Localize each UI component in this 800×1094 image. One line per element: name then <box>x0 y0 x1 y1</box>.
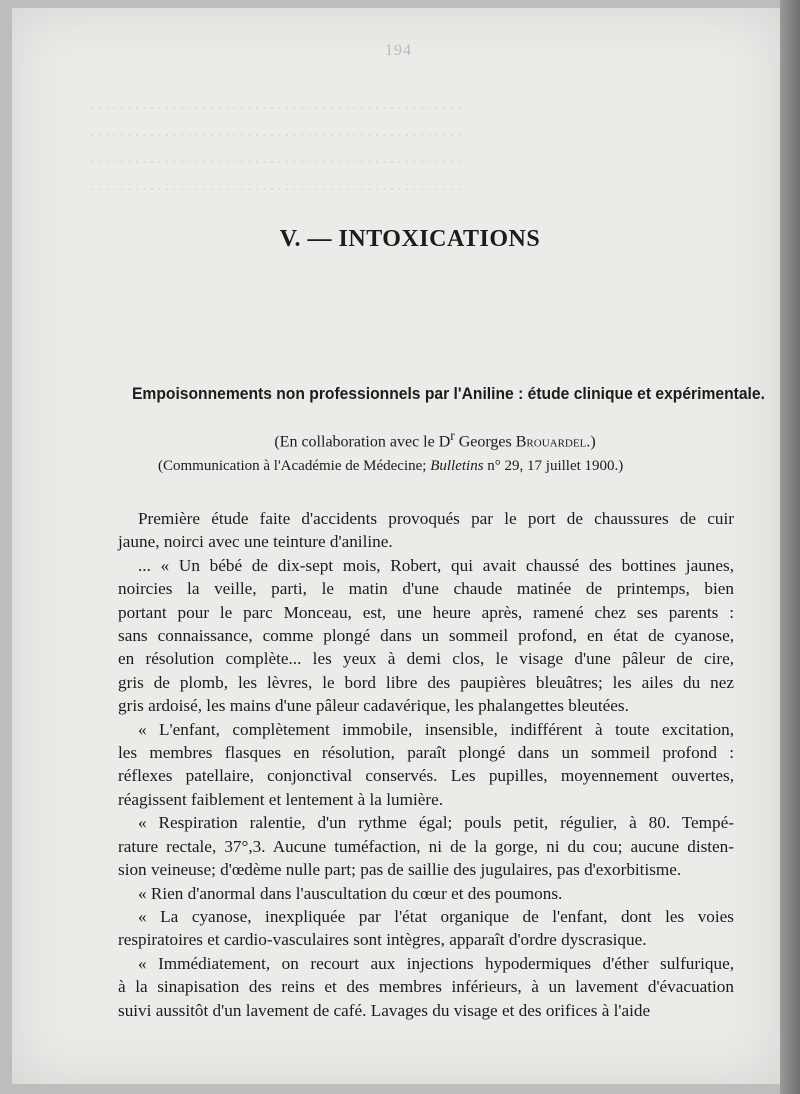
text-line: réagissent faiblement et lentement à la lumière. <box>118 789 443 809</box>
page-number: 194 <box>385 42 412 59</box>
paragraph <box>118 882 734 905</box>
bleed-through-text: . . . . . . . . . . . . . . . . . . . . . . . . . . . . . . . . . . . . . . . . . . . . . . . . . . . . . . . . . . . . . . . . . . . . . . . . . . . . . . . . . . . . . . . . . . . . . . . . . . . . . . . . . . . . . . . . . . . . . . . . . . . . . . . . . . . . . . . . . . . . . . . . . . . . . . . . . . . . . . . . . . . . . . . . . . . . . . . . . . . . . . . . . . . . . . . . . . . . . . . . <box>90 97 462 194</box>
text-line: à la sinapisation des reins et des membres inférieurs, à un lavement d'évacuation <box>118 977 734 997</box>
text-line: en résolution complète... les yeux à demi clos, le visage d'une pâleur de cire, <box>118 649 734 669</box>
text-line: respiratoires et cardio-vasculaires sont intègres, apparaît d'ordre dyscrasique. <box>118 930 647 950</box>
text-line: « La cyanose, inexpliquée par l'état organique de l'enfant, dont les voies <box>138 906 734 926</box>
paragraph <box>118 952 734 1022</box>
text-line: Première étude faite d'accidents provoqués par le port de chaussures de cuir <box>138 509 734 528</box>
text-line: jaune, noirci avec une teinture d'aniline. <box>118 532 393 552</box>
text-line: rature rectale, 37°,3. Aucune tuméfaction, ni de la gorge, ni du cou; aucune disten- <box>118 836 734 856</box>
text-line: réflexes patellaire, conjonctival conservés. Les pupilles, moyennement ouvertes, <box>118 766 734 786</box>
text-line: « Respiration ralentie, d'un rythme égal; pouls petit, régulier, à 80. Tempé- <box>138 813 734 833</box>
text-line: « Rien d'anormal dans l'auscultation du cœur et des poumons. <box>138 883 563 903</box>
paragraph <box>118 554 734 718</box>
text-line: ... « Un bébé de dix-sept mois, Robert, qui avait chaussé des bottines jaunes, <box>138 555 734 575</box>
page-edge-shadow <box>780 0 800 1094</box>
text-line: sans connaissance, comme plongé dans un sommeil profond, en état de cyanose, <box>118 626 734 646</box>
text-line: gris ardoisé, les mains d'une pâleur cadavérique, les phalangettes bleutées. <box>118 696 629 716</box>
text-line: suivi aussitôt d'un lavement de café. Lavages du visage et des orifices à l'aide <box>118 1000 651 1020</box>
communication-suffix: n° 29, 17 juillet 1900.) <box>483 458 624 474</box>
paragraph <box>118 718 734 812</box>
collaboration-note <box>0 428 800 451</box>
article-title: Empoisonnements non professionnels par l'Aniline : étude clinique et expérimentale. <box>132 384 765 403</box>
text-line: portant pour le parc Monceau, est, une heure après, ramené chez ses parents : <box>118 602 734 622</box>
text-line: « L'enfant, complètement immobile, insensible, indifférent à toute excitation, <box>138 719 734 739</box>
communication-note <box>158 458 623 475</box>
section-title: V. — INTOXICATIONS <box>279 226 541 252</box>
paragraph <box>118 507 734 554</box>
collaboration-sup: r <box>450 428 455 443</box>
bulletins-label: Bulletins <box>430 458 484 474</box>
collaboration-suffix: .) <box>586 433 596 451</box>
paragraph <box>118 905 734 952</box>
communication-prefix: (Communication à l'Académie de Médecine; <box>158 458 431 474</box>
text-line: gris de plomb, les lèvres, le bord libre des paupières bleuâtres; les ailes du nez <box>118 672 734 692</box>
collaborator-first-name: Georges <box>454 433 516 451</box>
body-text <box>118 507 734 1022</box>
text-line: « Immédiatement, on recourt aux injections hypodermiques d'éther sulfurique, <box>138 953 734 973</box>
collaborator-last-name: Brouardel <box>515 433 587 451</box>
collaboration-prefix: (En collaboration avec le D <box>274 433 451 451</box>
paragraph <box>118 811 734 881</box>
text-line: noircies la veille, parti, le matin d'une chaude matinée de printemps, bien <box>118 579 734 599</box>
text-line: sion veineuse; d'œdème nulle part; pas de saillie des jugulaires, pas d'exorbitisme. <box>118 860 682 880</box>
text-line: les membres flasques en résolution, paraît plongé dans un sommeil profond : <box>118 743 734 763</box>
